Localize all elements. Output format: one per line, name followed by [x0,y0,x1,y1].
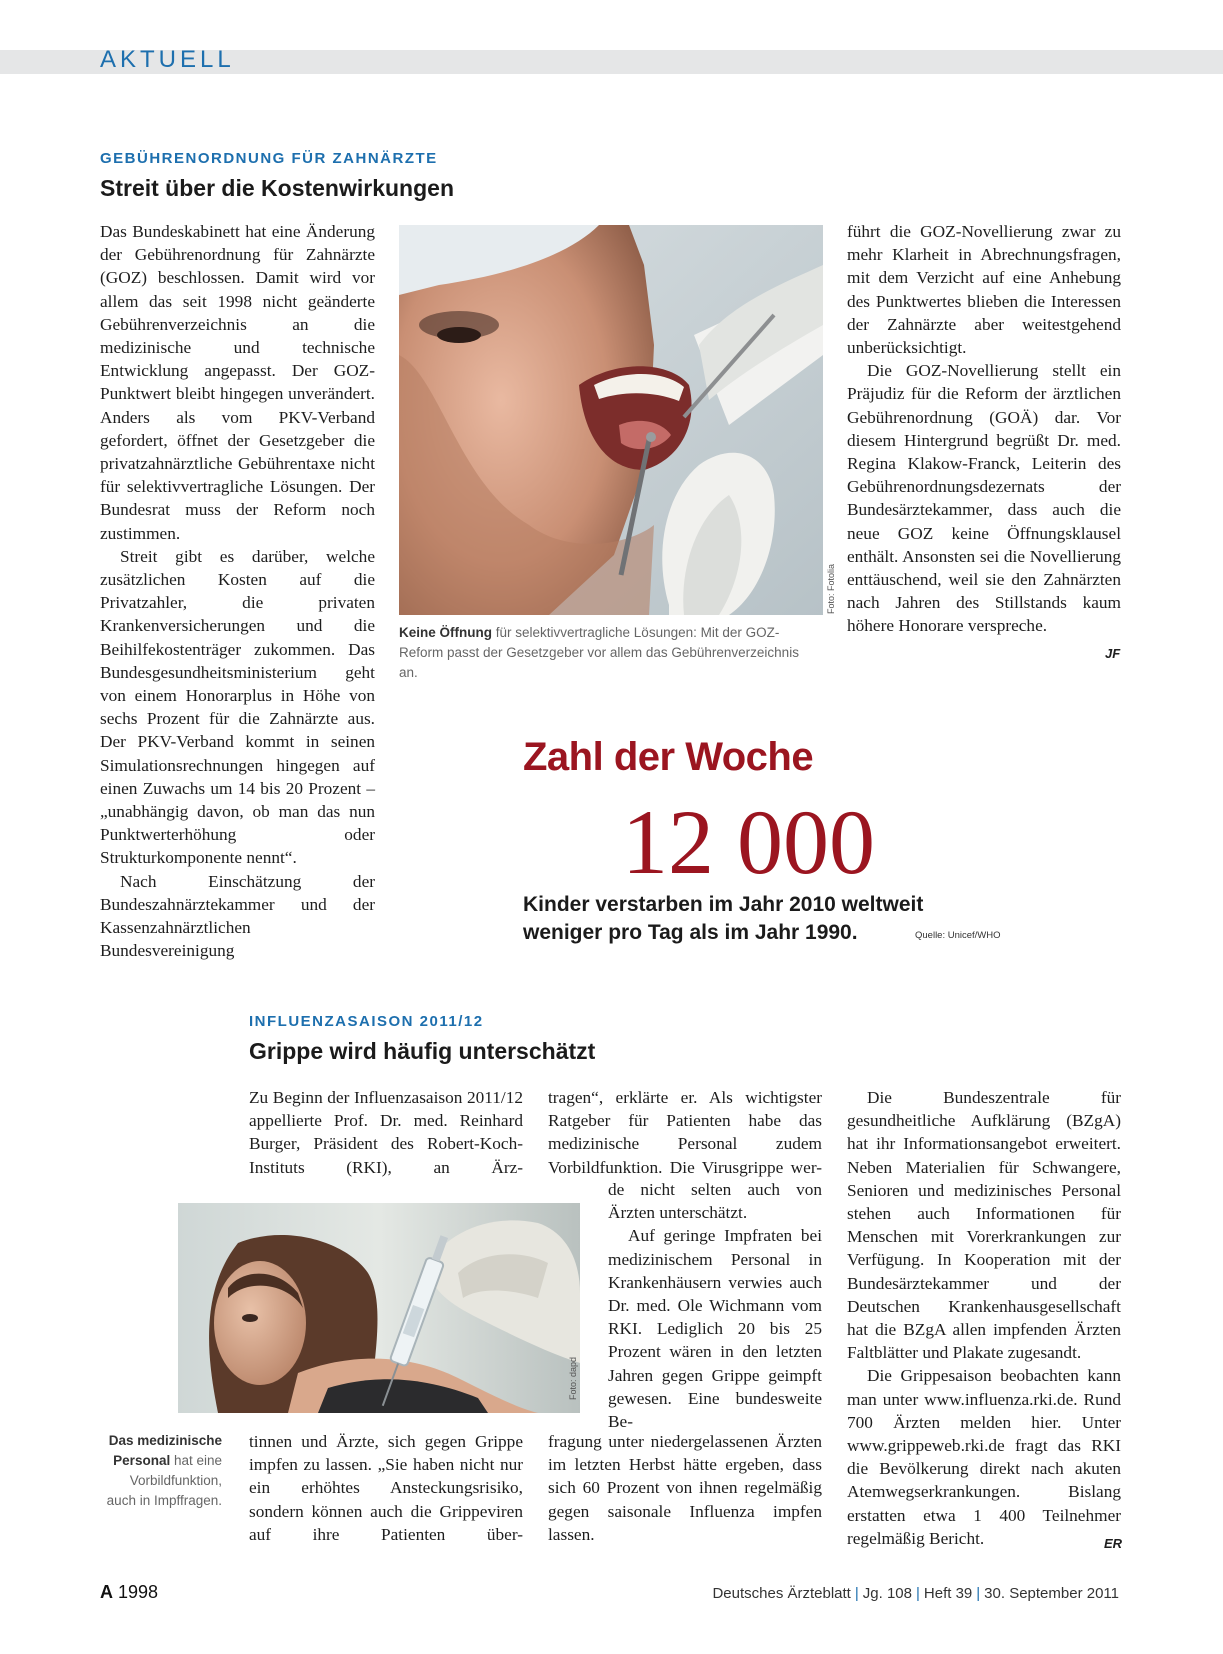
article2-column-2-narrow [608,1178,822,1433]
footer-separator: | [915,1585,920,1602]
zdw-source: Quelle: Unicef/WHO [915,930,1001,941]
journal-volume: Jg. 108 [862,1585,912,1602]
footer-separator: | [976,1585,981,1602]
dentist-photo [399,225,823,615]
article1-column-1 [100,220,375,963]
caption-lead: Das medizinische Personal [108,1433,222,1468]
article2-photo-credit: Foto: dapd [568,1356,578,1400]
article2-kicker: INFLUENZASAISON 2011/12 [249,1013,484,1030]
article1-headline: Streit über die Kostenwirkungen [100,175,454,201]
article1-column-2 [847,220,1121,638]
caption-text: hat eine Vorbildfunktion, auch in Impffragen. [106,1453,222,1508]
paragraph: tragen“, erklärte er. Als wichtigster Ratgeber für Patienten habe das medizinische Personal zudem Vorbildfunktion. Die Virusgrippe wer- [548,1088,822,1177]
page-number-value: 1998 [118,1582,159,1602]
article2-signature: ER [1104,1536,1123,1551]
caption-text: für selektivvertragliche Lösungen: Mit der GOZ-Reform passt der Gesetzgeber vor allem das Gebührenverzeichnis an. [399,625,799,680]
footer-separator: | [854,1585,859,1602]
vaccination-photo [178,1203,580,1413]
article2-column-1-bottom [249,1430,523,1546]
paragraph: tinnen und Ärzte, sich gegen Grippe impfen zu lassen. „Sie haben nicht nur ein erhöhtes Ansteckungsrisiko, sondern können auch die Grippeviren auf ihre Patienten über- [249,1432,523,1544]
paragraph: Die GOZ-Novellierung stellt ein Präjudiz für die Reform der ärztlichen Gebührenordnung (GOÄ) dar. Vor diesem Hintergrund begrüßt Dr. med. Regina Klakow-Franck, Leiterin des Gebührenordnungsdezernats der Bundesärztekammer, dass auch die neue GOZ keine Öffnungsklausel enthält. Ansonsten sei die Novellierung enttäuschend, weil sie den Zahnärzten nach Jahren des Stillstands kaum höhere Honorare verspreche. [847,361,1121,636]
paragraph: Auf geringe Impfraten bei medizinischem Personal in Krankenhäusern verwies auch Dr. med. Ole Wichmann vom RKI. Lediglich 20 bis 25 Prozent wären in den letzten Jahren gegen Grippe geimpft gewesen. Eine bundesweite Be- [608,1226,822,1432]
article2-column-1-top [249,1086,523,1179]
paragraph: führt die GOZ-Novellierung zwar zu mehr Klarheit in Abrechnungsfragen, mit dem Verzicht auf eine Anhebung des Punktwertes blieben die Interessen der Zahnärzte aber weitestgehend unberücksichtigt. [847,222,1121,358]
article2-column-3 [847,1086,1121,1550]
article2-column-2-top [548,1086,822,1179]
paragraph: Das Bundeskabinett hat eine Änderung der Gebührenordnung für Zahnärzte (GOZ) beschlossen. Damit wird vor allem das seit 1998 nicht geänderte Gebührenverzeichnis an die medizinische und technische Entwicklung angepasst. Der GOZ-Punktwert bleibt hingegen unverändert. Anders als vom PKV-Verband gefordert, öffnet der Gesetzgeber die privatzahnärztliche Gebührentaxe nicht für selektivvertragliche Lösungen. Der Bundesrat muss der Reform noch zustimmen. [100,222,375,543]
page-number [100,1582,158,1603]
paragraph: de nicht selten auch von Ärzten unterschätzt. [608,1180,822,1223]
zdw-number: 12 000 [622,791,875,893]
paragraph: Nach Einschätzung der Bundeszahnärztekammer und der Kassenzahnärztlichen Bundesvereinigung [100,871,375,961]
footer-journal-info [712,1585,1119,1602]
paragraph: Die Grippesaison beobachten kann man unter www.influenza.rki.de. Rund 700 Ärzten melden hier. Unter www.grippeweb.rki.de fragt das RKI die Bevölkerung direkt nach akuten Atemwegserkrankungen. Bislang erstatten etwa 1 400 Teilnehmer regelmäßig Bericht. [847,1366,1121,1548]
paragraph: fragung unter niedergelassenen Ärzten im letzten Herbst hätte ergeben, dass sich 60 Prozent von ihnen regelmäßig gegen saisonale Influenza impfen lassen. [548,1432,822,1544]
caption-lead: Keine Öffnung [399,625,492,640]
journal-name: Deutsches Ärzteblatt [712,1585,851,1602]
paragraph: Zu Beginn der Influenzasaison 2011/12 appellierte Prof. Dr. med. Reinhard Burger, Präsident des Robert-Koch-Instituts (RKI), an Ärz- [249,1088,523,1177]
article2-headline: Grippe wird häufig unterschätzt [249,1038,596,1064]
section-label: AKTUELL [100,46,235,73]
article1-signature: JF [1105,646,1121,661]
paragraph: Streit gibt es darüber, welche zusätzlichen Kosten auf die Privatzahler, die privaten Krankenversicherungen und die Beihilfekostenträger zukommen. Das Bundesgesundheitsministerium geht von einem Honorarplus in Höhe von sechs Prozent für die Zahnärzte aus. Der PKV-Verband kommt in seinen Simulationsrechnungen hingegen auf einen Zuwachs um 14 bis 20 Prozent – „unabhängig davon, ob man das nun Punktwerterhöhung oder Strukturkomponente nennt“. [100,546,375,868]
article1-kicker: GEBÜHRENORDNUNG FÜR ZAHNÄRZTE [100,150,438,167]
article2-caption [100,1431,222,1511]
page-prefix: A [100,1582,113,1602]
paragraph: Die Bundeszentrale für gesundheitliche Aufklärung (BZgA) hat ihr Informationsangebot erweitert. Neben Materialien für Schwangere, Senioren und medizinisches Personal stehen auch Informationen für Menschen mit Vorerkrankungen zur Verfügung. In Kooperation mit der Bundesärztekammer und der Deutschen Krankenhausgesellschaft hat die BZgA allen impfenden Ärzten Faltblätter und Plakate zugesandt. [847,1088,1121,1363]
journal-issue: Heft 39 [923,1585,973,1602]
article2-column-2-bottom [548,1430,822,1546]
zdw-text: Kinder verstarben im Jahr 2010 weltweit weniger pro Tag als im Jahr 1990. [523,893,924,944]
zdw-title: Zahl der Woche [523,735,814,779]
journal-date: 30. September 2011 [984,1585,1119,1602]
article1-photo-credit: Foto: Fotolia [826,563,836,614]
article1-caption [399,623,819,683]
